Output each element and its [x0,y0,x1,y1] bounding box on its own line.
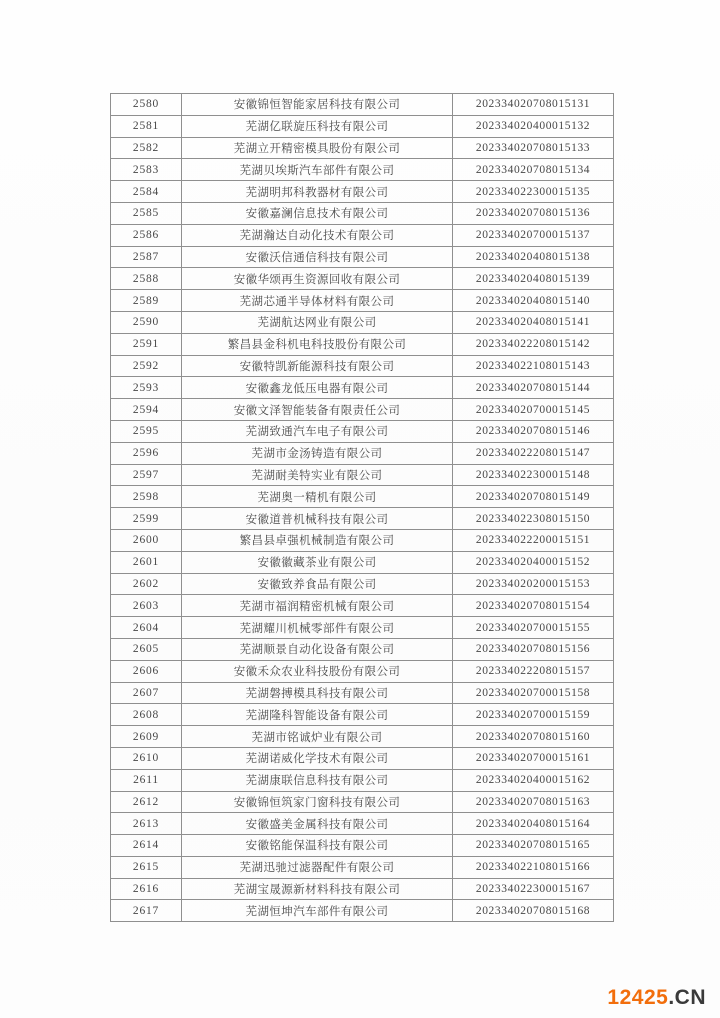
row-number: 2611 [111,769,182,791]
table-row [111,115,614,137]
company-name: 安徽锦恒筑家门窗科技有限公司 [182,791,453,813]
table-row [111,704,614,726]
registration-id: 202334020708015131 [453,94,614,116]
registration-id: 202334020408015138 [453,246,614,268]
row-number: 2606 [111,660,182,682]
company-name: 芜湖诺威化学技术有限公司 [182,747,453,769]
row-number: 2601 [111,551,182,573]
table-row [111,595,614,617]
registration-id: 202334020708015149 [453,486,614,508]
table-row [111,486,614,508]
table-row [111,551,614,573]
registration-id: 202334020708015133 [453,137,614,159]
company-name: 芜湖瀚达自动化技术有限公司 [182,224,453,246]
row-number: 2588 [111,268,182,290]
company-name: 安徽沃信通信科技有限公司 [182,246,453,268]
registration-id: 202334022200015151 [453,529,614,551]
company-name: 芜湖立开精密模具股份有限公司 [182,137,453,159]
table-row [111,573,614,595]
registration-id: 202334020400015162 [453,769,614,791]
row-number: 2617 [111,900,182,922]
company-name: 安徽铭能保温科技有限公司 [182,835,453,857]
table-row [111,508,614,530]
company-name: 芜湖致通汽车电子有限公司 [182,420,453,442]
row-number: 2603 [111,595,182,617]
company-name: 繁昌县卓强机械制造有限公司 [182,529,453,551]
registration-id: 202334020700015137 [453,224,614,246]
table-row [111,856,614,878]
table-row [111,268,614,290]
registration-id: 202334020708015146 [453,420,614,442]
company-name: 芜湖康联信息科技有限公司 [182,769,453,791]
company-name: 芜湖市铭诚炉业有限公司 [182,726,453,748]
row-number: 2592 [111,355,182,377]
row-number: 2600 [111,529,182,551]
registration-id: 202334020400015152 [453,551,614,573]
row-number: 2616 [111,878,182,900]
registration-id: 202334022308015150 [453,508,614,530]
table-row [111,355,614,377]
row-number: 2595 [111,420,182,442]
row-number: 2593 [111,377,182,399]
registration-id: 202334020700015161 [453,747,614,769]
registration-id: 202334020700015159 [453,704,614,726]
company-name: 芜湖明邦科教器材有限公司 [182,181,453,203]
row-number: 2613 [111,813,182,835]
table-row [111,813,614,835]
row-number: 2598 [111,486,182,508]
company-table-body [111,94,614,922]
row-number: 2610 [111,747,182,769]
table-row [111,137,614,159]
registration-id: 202334020708015136 [453,202,614,224]
table-row [111,835,614,857]
row-number: 2581 [111,115,182,137]
company-name: 安徽文泽智能装备有限责任公司 [182,399,453,421]
table-row [111,442,614,464]
table-row [111,181,614,203]
company-name: 安徽徽藏茶业有限公司 [182,551,453,573]
registration-id: 202334020200015153 [453,573,614,595]
registration-id: 202334020700015158 [453,682,614,704]
row-number: 2589 [111,290,182,312]
registration-id: 202334022208015147 [453,442,614,464]
table-row [111,878,614,900]
registration-id: 202334020708015163 [453,791,614,813]
company-name: 安徽致养食品有限公司 [182,573,453,595]
registration-id: 202334020708015144 [453,377,614,399]
row-number: 2591 [111,333,182,355]
row-number: 2614 [111,835,182,857]
registration-id: 202334020708015154 [453,595,614,617]
company-name: 芜湖恒坤汽车部件有限公司 [182,900,453,922]
row-number: 2587 [111,246,182,268]
registration-id: 202334022208015142 [453,333,614,355]
table-row [111,420,614,442]
registration-id: 202334020400015132 [453,115,614,137]
registration-id: 202334022208015157 [453,660,614,682]
table-row [111,726,614,748]
row-number: 2599 [111,508,182,530]
company-name: 芜湖市福润精密机械有限公司 [182,595,453,617]
row-number: 2590 [111,311,182,333]
registration-id: 202334022108015143 [453,355,614,377]
company-name: 芜湖芯通半导体材料有限公司 [182,290,453,312]
row-number: 2615 [111,856,182,878]
registration-id: 202334022300015167 [453,878,614,900]
row-number: 2583 [111,159,182,181]
table-row [111,94,614,116]
row-number: 2586 [111,224,182,246]
table-row [111,638,614,660]
registration-id: 202334020700015145 [453,399,614,421]
company-name: 安徽禾众农业科技股份有限公司 [182,660,453,682]
company-name: 安徽华颂再生资源回收有限公司 [182,268,453,290]
table-row [111,464,614,486]
table-row [111,399,614,421]
company-name: 芜湖航达网业有限公司 [182,311,453,333]
site-watermark [607,986,706,1010]
table-row [111,311,614,333]
company-name: 芜湖耀川机械零部件有限公司 [182,617,453,639]
row-number: 2612 [111,791,182,813]
row-number: 2594 [111,399,182,421]
registration-id: 202334020708015168 [453,900,614,922]
table-row [111,202,614,224]
table-row [111,529,614,551]
table-row [111,900,614,922]
row-number: 2582 [111,137,182,159]
table-row [111,159,614,181]
row-number: 2597 [111,464,182,486]
registration-id: 202334020408015164 [453,813,614,835]
row-number: 2604 [111,617,182,639]
registration-id: 202334020708015160 [453,726,614,748]
registration-id: 202334020708015156 [453,638,614,660]
table-row [111,224,614,246]
table-row [111,617,614,639]
registration-id: 202334020708015134 [453,159,614,181]
company-name: 安徽盛美金属科技有限公司 [182,813,453,835]
table-row [111,246,614,268]
registration-id: 202334022300015148 [453,464,614,486]
registration-id: 202334022300015135 [453,181,614,203]
table-row [111,747,614,769]
row-number: 2580 [111,94,182,116]
table-row [111,377,614,399]
company-name: 繁昌县金科机电科技股份有限公司 [182,333,453,355]
row-number: 2605 [111,638,182,660]
row-number: 2607 [111,682,182,704]
company-name: 芜湖奥一精机有限公司 [182,486,453,508]
row-number: 2585 [111,202,182,224]
company-name: 安徽锦恒智能家居科技有限公司 [182,94,453,116]
table-row [111,660,614,682]
company-name: 芜湖迅驰过滤器配件有限公司 [182,856,453,878]
company-name: 安徽嘉澜信息技术有限公司 [182,202,453,224]
registration-id: 202334020408015140 [453,290,614,312]
table-row [111,791,614,813]
company-name: 芜湖顺景自动化设备有限公司 [182,638,453,660]
table-row [111,682,614,704]
registration-id: 202334022108015166 [453,856,614,878]
company-name: 安徽鑫龙低压电器有限公司 [182,377,453,399]
company-list-table [110,93,614,922]
company-name: 芜湖贝埃斯汽车部件有限公司 [182,159,453,181]
table-row [111,769,614,791]
watermark-primary-text: 12425 [607,986,669,1009]
row-number: 2609 [111,726,182,748]
registration-id: 202334020708015165 [453,835,614,857]
registration-id: 202334020408015141 [453,311,614,333]
watermark-secondary-text: .CN [668,986,706,1009]
row-number: 2602 [111,573,182,595]
company-name: 芜湖亿联旋压科技有限公司 [182,115,453,137]
company-name: 安徽特凯新能源科技有限公司 [182,355,453,377]
row-number: 2584 [111,181,182,203]
company-name: 芜湖耐美特实业有限公司 [182,464,453,486]
table-row [111,290,614,312]
registration-id: 202334020700015155 [453,617,614,639]
company-name: 安徽道普机械科技有限公司 [182,508,453,530]
table-row [111,333,614,355]
company-name: 芜湖市金汤铸造有限公司 [182,442,453,464]
company-name: 芜湖隆科智能设备有限公司 [182,704,453,726]
row-number: 2596 [111,442,182,464]
company-name: 芜湖磐搏模具科技有限公司 [182,682,453,704]
company-name: 芜湖宝晟源新材料科技有限公司 [182,878,453,900]
row-number: 2608 [111,704,182,726]
registration-id: 202334020408015139 [453,268,614,290]
